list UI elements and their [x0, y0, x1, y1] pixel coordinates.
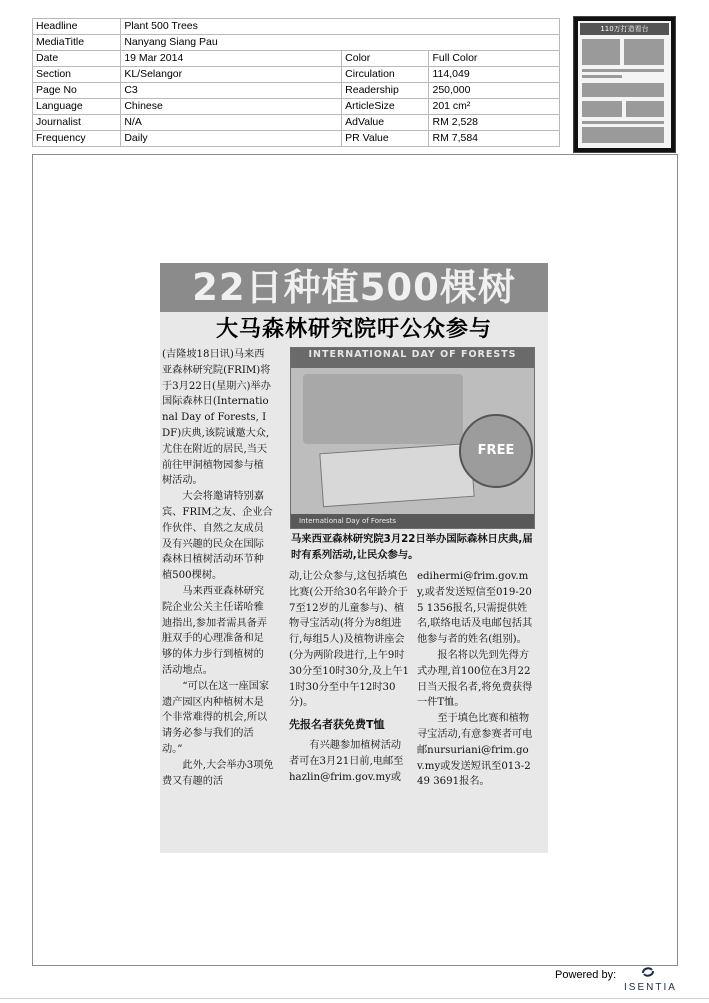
- meta-row: [33, 51, 560, 67]
- page-divider: [0, 998, 709, 999]
- article-column-1: [162, 347, 274, 852]
- meta-value: Daily: [121, 131, 342, 147]
- article-headline: 22日种植500棵树: [160, 263, 548, 312]
- isentia-brand: ISENTIA: [624, 982, 677, 993]
- meta-key: Language: [33, 99, 121, 115]
- meta-row: [33, 19, 560, 35]
- col1-paragraph: 马来西亚森林研究院企业公关主任诺哈雅迪指出,参加者需具备弄脏双手的心理准备和足够的体力步行到植树的活动地点。: [162, 585, 268, 676]
- col3-paragraph: 至于填色比赛和植物寻宝活动,有意参赛者可电邮nursuriani@frim.gov.my或发送短讯至013-249 3691报名。: [417, 713, 533, 788]
- meta-key: Color: [342, 51, 429, 67]
- meta-key: Date: [33, 51, 121, 67]
- photo-caption: 马来西亚森林研究院3月22日举办国际森林日庆典,届时有系列活动,让民众参与。: [291, 533, 533, 561]
- article-column-2: [289, 569, 409, 786]
- thumbnail-title: 110万打造看台: [580, 23, 669, 35]
- meta-value: 201 cm²: [429, 99, 560, 115]
- article-column-3: [417, 569, 535, 790]
- meta-key: Frequency: [33, 131, 121, 147]
- meta-key: Readership: [342, 83, 429, 99]
- meta-row: [33, 67, 560, 83]
- meta-value: 19 Mar 2014: [121, 51, 342, 67]
- meta-value: 250,000: [429, 83, 560, 99]
- col2-heading: 先报名者获免费T恤: [289, 718, 385, 732]
- col1-paragraph: “可以在这一座国家遗产园区内种植树木是个非常难得的机会,所以请务必参与我们的活动。”: [162, 680, 270, 755]
- meta-row: [33, 131, 560, 147]
- photo-stamp: FREE: [459, 414, 533, 488]
- photo-map: [303, 374, 463, 444]
- meta-key: Headline: [33, 19, 121, 35]
- meta-key: PR Value: [342, 131, 429, 147]
- col3-paragraph: edihermi@frim.gov.my,或者发送短信至019-205 1356报名,只需提供姓名,联络电话及电邮包括其他参与者的姓名(组别)。: [417, 571, 533, 646]
- meta-key: ArticleSize: [342, 99, 429, 115]
- article-photo: [290, 347, 535, 529]
- meta-row: [33, 99, 560, 115]
- meta-value: 114,049: [429, 67, 560, 83]
- meta-key: MediaTitle: [33, 35, 121, 51]
- col1-paragraph: 此外,大会举办3项免费又有趣的活: [162, 759, 274, 787]
- article-subheadline: 大马森林研究院吁公众参与: [215, 317, 492, 342]
- col2-paragraph: 有兴趣参加植树活动者可在3月21日前,电邮至hazlin@frim.gov.my或: [289, 740, 404, 783]
- powered-by-label: Powered by:: [555, 969, 617, 981]
- meta-key: Section: [33, 67, 121, 83]
- meta-value: Plant 500 Trees: [121, 19, 560, 35]
- isentia-logo-icon: [640, 965, 656, 979]
- col3-paragraph: 报名将以先到先得方式办理,首100位在3月22日当天报名者,将免费获得一件T恤。: [417, 649, 533, 709]
- meta-value: RM 2,528: [429, 115, 560, 131]
- thumbnail-page: [578, 21, 671, 148]
- meta-value: Nanyang Siang Pau: [121, 35, 560, 51]
- meta-value: Full Color: [429, 51, 560, 67]
- photo-banner: INTERNATIONAL DAY OF FORESTS: [291, 348, 534, 368]
- meta-row: [33, 35, 560, 51]
- col2-paragraph: 动,让公众参与,这包括填色比赛(公开给30名年龄介于7至12岁的儿童参与)、植物寻宝活动(将分为8组进行,每组5人)及植物讲座会(分为两阶段进行,上午9时30分至10时30分,及上午11时30分至中午12时30分)。: [289, 571, 409, 709]
- col1-paragraph: 大会将邀请特别嘉宾、FRIM之友、企业合作伙伴、自然之友成员及有兴趣的民众在国际森林日植树活动环节种植500棵树。: [162, 491, 273, 582]
- photo-flyer: [319, 443, 474, 507]
- meta-value: C3: [121, 83, 342, 99]
- meta-value: RM 7,584: [429, 131, 560, 147]
- meta-row: [33, 115, 560, 131]
- meta-key: Journalist: [33, 115, 121, 131]
- meta-value: N/A: [121, 115, 342, 131]
- col1-paragraph: (吉隆坡18日讯)马来西亚森林研究院(FRIM)将于3月22日(星期六)举办国际森林日(International Day of Forests, IDF)庆典,该院诚邀大众,尤住在附近的居民,当天前往甲洞植物园参与植树活动。: [162, 349, 271, 487]
- newspaper-clipping: [160, 263, 548, 853]
- meta-value: KL/Selangor: [121, 67, 342, 83]
- meta-key: Circulation: [342, 67, 429, 83]
- meta-key: Page No: [33, 83, 121, 99]
- photo-footer: International Day of Forests: [291, 514, 535, 528]
- meta-row: [33, 83, 560, 99]
- page-thumbnail[interactable]: [573, 16, 676, 153]
- meta-key: AdValue: [342, 115, 429, 131]
- article-metadata-table: [32, 18, 560, 147]
- meta-value: Chinese: [121, 99, 342, 115]
